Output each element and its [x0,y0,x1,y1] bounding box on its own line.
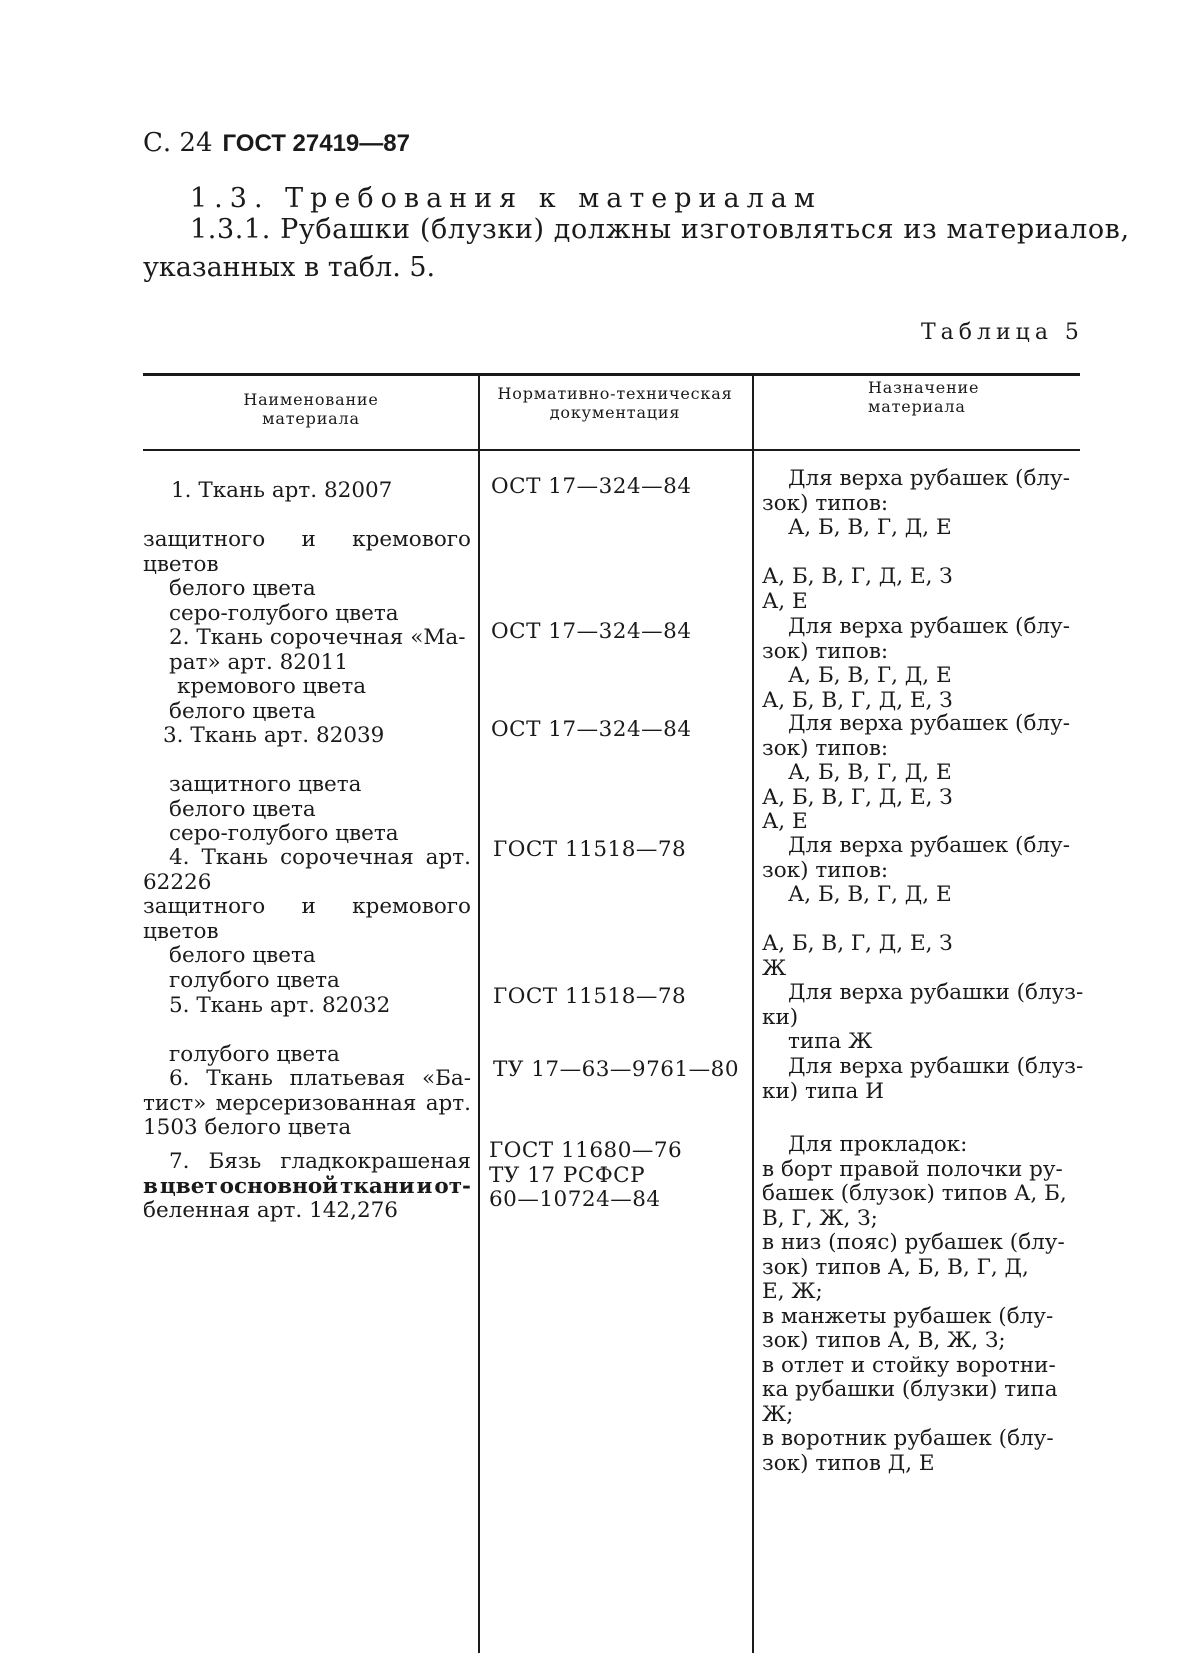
row-2-material: 2. Ткань сорочечная «Ма- рат» арт. 82011 кремового цвета белого цвета [169,625,466,724]
row-4-document: ГОСТ 11518—78 [493,837,687,862]
row-7-material: 7. Бязь гладкокрашеная в цвет основной ткани и от- беленная арт. 142,276 [143,1149,471,1223]
row-1-purpose: Для верха рубашек (блу- зок) типов: А, Б, В, Г, Д, Е А, Б, В, Г, Д, Е, З А, Е [762,466,1070,614]
row-2-document: ОСТ 17—324—84 [491,619,692,644]
row-6-material: 6. Ткань платьевая «Ба- тист» мерсеризованная арт. 1503 белого цвета [143,1066,471,1140]
header-document: Нормативно-техническая документация [497,384,733,422]
row-1-material: 1. Ткань арт. 82007 защитного и кремового цветов белого цвета серо-голубого цвета [143,478,471,626]
row-7-purpose: Для прокладок: в борт правой полочки ру- башек (блузок) типов А, Б, В, Г, Ж, З; в низ (пояс) рубашек (блу- зок) типов А, Б, В, Г, Д, Е, Ж; в манжеты рубашек (блу- зок) типов А, В, Ж, З; в отлет и стойку воротни- ка рубашки (блузки) типа Ж; в воротник рубашек (блу- зок) типов Д, Е [762,1132,1067,1476]
row-1-document: ОСТ 17—324—84 [491,474,692,499]
table-top-rule [143,373,1080,376]
section-heading: 1.3. Требования к материалам [190,183,822,214]
row-6-purpose: Для верха рубашки (блуз- ки) типа И [762,1054,1084,1104]
column-divider-1 [478,373,480,1653]
table-header-rule [143,449,1080,451]
row-5-document: ГОСТ 11518—78 [493,984,687,1009]
row-4-purpose: Для верха рубашек (блу- зок) типов: А, Б, В, Г, Д, Е А, Б, В, Г, Д, Е, З Ж [762,833,1070,981]
header-purpose: Назначение материала [868,378,980,416]
table-caption: Таблица 5 [921,320,1084,345]
row-5-purpose: Для верха рубашки (блуз- ки) типа Ж [762,980,1084,1054]
page-header [143,128,410,158]
paragraph-line-2: указанных в табл. 5. [143,252,436,283]
standard-number: ГОСТ 27419—87 [222,130,410,157]
row-6-document: ТУ 17—63—9761—80 [493,1057,740,1082]
row-7-document: ГОСТ 11680—76 ТУ 17 РСФСР 60—10724—84 [489,1138,683,1212]
row-3-material: 3. Ткань арт. 82039 защитного цвета белого цвета серо-голубого цвета [163,723,399,846]
paragraph-line-1: 1.3.1. Рубашки (блузки) должны изготовляться из материалов, [190,214,1130,245]
row-3-purpose: Для верха рубашек (блу- зок) типов: А, Б, В, Г, Д, Е А, Б, В, Г, Д, Е, З А, Е [762,711,1070,834]
page-number: С. 24 [143,128,213,158]
header-material: Наименование материала [243,390,379,428]
column-divider-2 [752,373,754,1653]
row-3-document: ОСТ 17—324—84 [491,717,692,742]
row-4-material: 4. Ткань сорочечная арт. 62226 защитного и кремового цветов белого цвета голубого цвета [143,845,471,993]
row-2-purpose: Для верха рубашек (блу- зок) типов: А, Б, В, Г, Д, Е А, Б, В, Г, Д, Е, З [762,614,1070,713]
row-5-material: 5. Ткань арт. 82032 голубого цвета [169,993,391,1067]
